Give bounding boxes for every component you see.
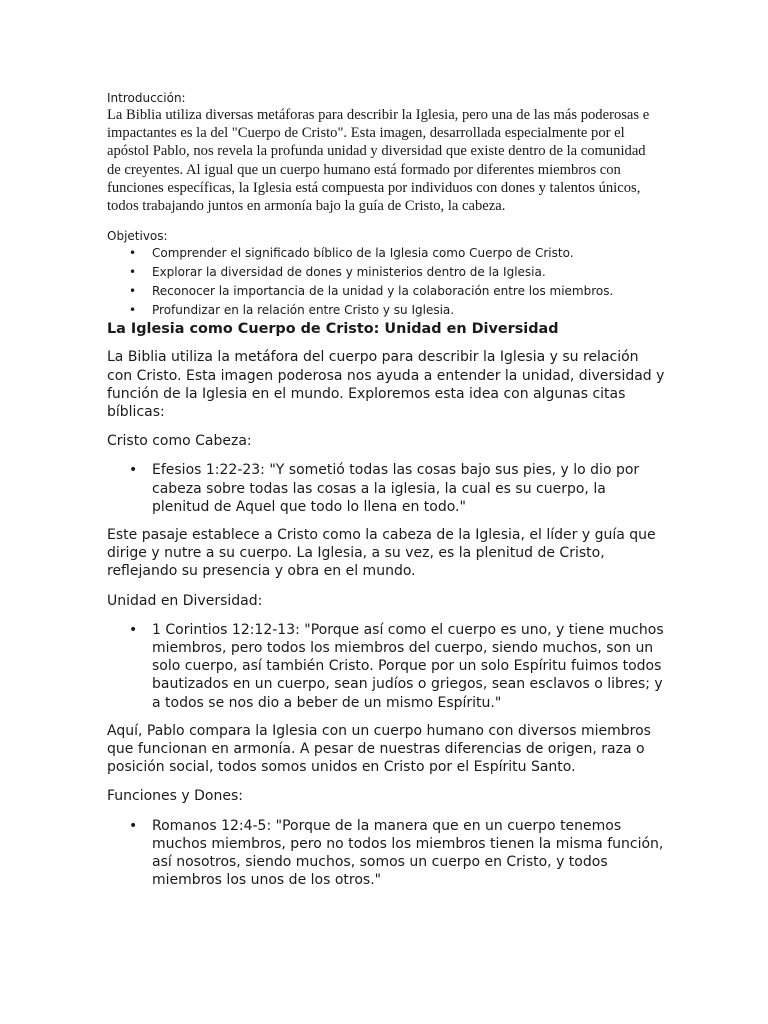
spacer xyxy=(107,516,667,526)
document-page xyxy=(107,91,667,889)
quote-list xyxy=(107,817,667,890)
quote-text: Efesios 1:22-23: "Y sometió todas las cosas bajo sus pies, y lo dio por cabeza sobre todas las cosas a la iglesia, la cual es su cuerpo, la plenitud de Aquel que todo lo llena en todo." xyxy=(152,462,640,515)
objective-item xyxy=(107,282,667,301)
spacer xyxy=(107,581,667,592)
spacer xyxy=(107,776,667,787)
spacer xyxy=(107,421,667,432)
objective-item xyxy=(107,301,667,320)
intro-label: Introducción: xyxy=(107,91,186,105)
quote-list xyxy=(107,621,667,712)
objective-text: Comprender el significado bíblico de la Iglesia como Cuerpo de Cristo. xyxy=(152,246,574,261)
commentary-paragraph: Este pasaje establece a Cristo como la cabeza de la Iglesia, el líder y guía que dirige y nutre a su cuerpo. La Iglesia, a su vez, es la plenitud de Cristo, reflejando su presencia y obra en el mundo. xyxy=(107,527,656,580)
bullet-icon: • xyxy=(129,265,137,280)
spacer xyxy=(107,712,667,722)
spacer xyxy=(107,338,667,348)
subsection-heading: Unidad en Diversidad: xyxy=(107,592,263,609)
quote-text: Romanos 12:4-5: "Porque de la manera que en un cuerpo tenemos muchos miembros, pero no todos los miembros tienen la misma función, así nosotros, siendo muchos, somos un cuerpo en Cristo, y todos miembros los unos de los otros." xyxy=(152,817,664,889)
objective-item xyxy=(107,244,667,263)
objective-item xyxy=(107,263,667,282)
section-title: La Iglesia como Cuerpo de Cristo: Unidad en Diversidad xyxy=(107,321,559,338)
objectives-label: Objetivos: xyxy=(107,229,168,244)
quote-text: 1 Corintios 12:12-13: "Porque así como el cuerpo es uno, y tiene muchos miembros, pero todos los miembros del cuerpo, siendo muchos, son un solo cuerpo, así también Cristo. Porque por un solo Espíritu fuimos todos bautizados en un cuerpo, sean judíos o griegos, sean esclavos o libres; y a todos se nos dio a beber de un mismo Espíritu." xyxy=(152,621,664,711)
commentary-paragraph: Aquí, Pablo compara la Iglesia con un cuerpo humano con diversos miembros que funcionan en armonía. A pesar de nuestras diferencias de origen, raza o posición social, todos somos unidos en Cristo por el Espíritu Santo. xyxy=(107,722,651,776)
quote-item xyxy=(107,461,667,516)
bullet-icon: • xyxy=(129,462,138,479)
quote-item xyxy=(107,817,667,890)
objective-text: Explorar la diversidad de dones y ministerios dentro de la Iglesia. xyxy=(152,265,546,280)
intro-paragraph: La Biblia utiliza diversas metáforas para describir la Iglesia, pero una de las más poderosas e impactantes es la del "Cuerpo de Cristo". Esta imagen, desarrollada especialmente por el apóstol Pablo, nos revela la profunda unidad y diversidad que existe dentro de la comunidad de creyentes. Al igual que un cuerpo humano está formado por diferentes miembros con funciones específicas, la Iglesia está compuesta por individuos con dones y talentos únicos, todos trabajando juntos en armonía bajo la guía de Cristo, la cabeza. xyxy=(107,107,650,215)
objectives-list xyxy=(107,244,667,319)
quote-item xyxy=(107,621,667,712)
objective-text: Reconocer la importancia de la unidad y la colaboración entre los miembros. xyxy=(152,283,614,298)
section-intro: La Biblia utiliza la metáfora del cuerpo para describir la Iglesia y su relación con Cristo. Esta imagen poderosa nos ayuda a entender la unidad, diversidad y función de la Iglesia en el mundo. Exploremos esta idea con algunas citas bíblicas: xyxy=(107,349,665,421)
bullet-icon: • xyxy=(129,283,137,298)
bullet-icon: • xyxy=(129,621,138,638)
quote-list xyxy=(107,461,667,516)
objective-text: Profundizar en la relación entre Cristo y su Iglesia. xyxy=(152,302,455,317)
spacer xyxy=(107,450,667,461)
spacer xyxy=(107,806,667,817)
subsection-heading: Cristo como Cabeza: xyxy=(107,433,252,450)
bullet-icon: • xyxy=(129,302,137,317)
bullet-icon: • xyxy=(129,246,137,261)
subsection-heading: Funciones y Dones: xyxy=(107,788,243,805)
spacer xyxy=(107,610,667,621)
bullet-icon: • xyxy=(129,817,138,834)
